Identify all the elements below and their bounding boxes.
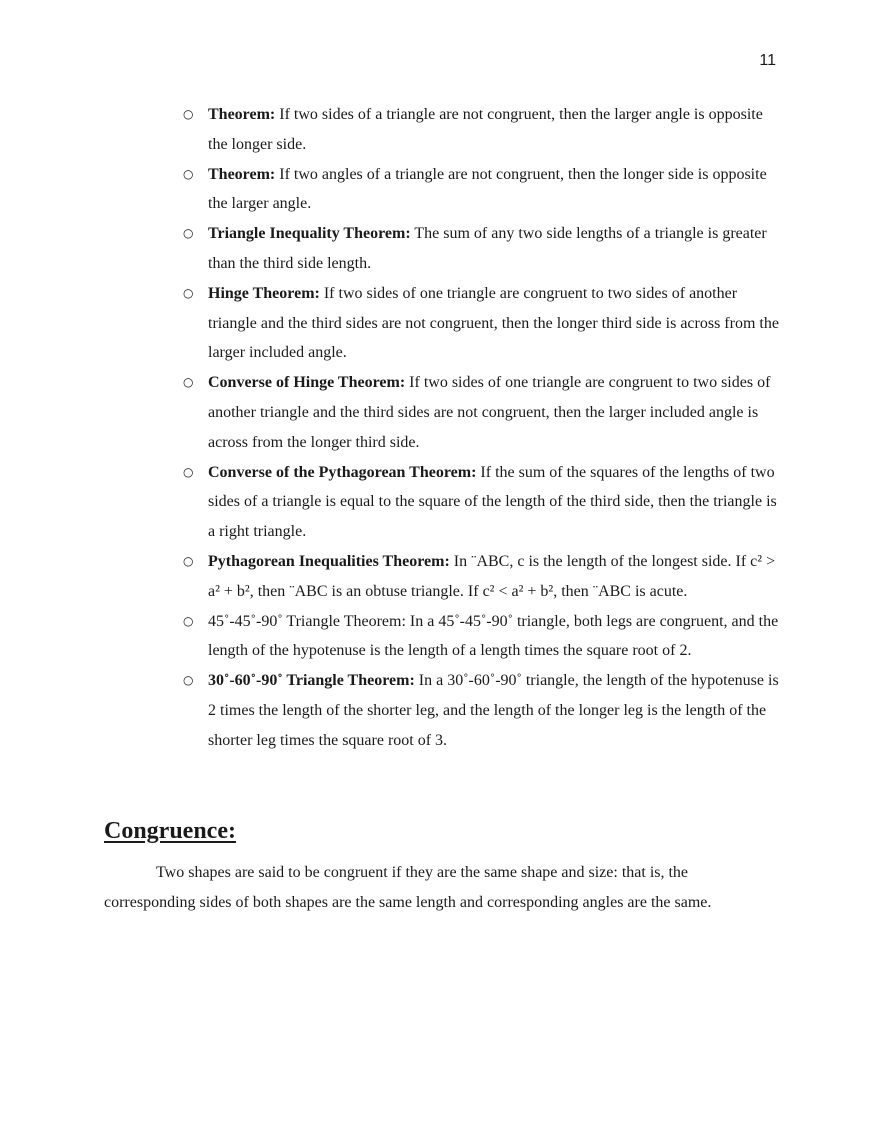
list-item: [183, 666, 783, 755]
theorem-text: The sum of any two side lengths of a triangle is greater than the third side length.: [208, 225, 767, 272]
theorem-text: If two angles of a triangle are not congruent, then the longer side is opposite the larger angle.: [208, 165, 767, 213]
hollow-circle-bullet-icon: ○: [183, 285, 194, 300]
theorem-term: 30˚-60˚-90˚ Triangle Theorem:: [208, 672, 415, 690]
theorem-text: In a 30˚-60˚-90˚ triangle, the length of the hypotenuse is 2 times the length of the shorter leg, and the length of the longer leg is the length of the shorter leg times the square root of 3.: [208, 672, 779, 749]
hollow-circle-bullet-icon: ○: [183, 464, 194, 479]
theorem-term: Theorem:: [208, 165, 276, 183]
hollow-circle-bullet-icon: ○: [183, 226, 194, 241]
theorem-list: [183, 100, 783, 756]
theorem-term: Theorem:: [208, 106, 276, 123]
theorem-term: Converse of the Pythagorean Theorem:: [208, 463, 477, 481]
section-paragraph: Two shapes are said to be congruent if they are the same shape and size: that is, the corresponding sides of both shapes are the same length and corresponding angles are the same.: [104, 864, 712, 911]
list-item: [183, 458, 783, 547]
hollow-circle-bullet-icon: ○: [183, 166, 194, 181]
hollow-circle-bullet-icon: ○: [183, 375, 194, 390]
list-item: [183, 607, 783, 667]
theorem-text: In ¨ABC, c is the length of the longest side. If c² > a² + b², then ¨ABC is an obtuse triangle. If c² < a² + b², then ¨ABC is acute.: [208, 552, 776, 600]
hollow-circle-bullet-icon: ○: [183, 107, 194, 121]
list-item: [183, 160, 783, 220]
section-heading: Congruence:: [104, 818, 236, 844]
list-item: [183, 547, 783, 607]
hollow-circle-bullet-icon: ○: [183, 613, 194, 628]
page-number: 11: [759, 52, 776, 69]
hollow-circle-bullet-icon: ○: [183, 673, 194, 688]
list-item: [183, 100, 783, 160]
list-item: [183, 368, 783, 457]
theorem-text: If two sides of one triangle are congruent to two sides of another triangle and the third sides are not congruent, then the larger included angle is across from the longer third side.: [208, 374, 771, 451]
list-item: [183, 219, 783, 279]
theorem-term: Triangle Inequality Theorem:: [208, 225, 411, 243]
theorem-text: 45˚-45˚-90˚ Triangle Theorem: In a 45˚-45˚-90˚ triangle, both legs are congruent, and the length of the hypotenuse is the length of a length times the square root of 2.: [208, 612, 779, 660]
theorem-text: If two sides of a triangle are not congruent, then the larger angle is opposite the longer side.: [208, 106, 763, 153]
theorem-term: Pythagorean Inequalities Theorem:: [208, 552, 450, 570]
hollow-circle-bullet-icon: ○: [183, 553, 194, 568]
theorem-text: If two sides of one triangle are congruent to two sides of another triangle and the third sides are not congruent, then the longer third side is across from the larger included angle.: [208, 284, 779, 362]
theorem-term: Converse of Hinge Theorem:: [208, 374, 406, 392]
list-item: [183, 279, 783, 368]
theorem-term: Hinge Theorem:: [208, 284, 320, 302]
theorem-text: If the sum of the squares of the lengths of two sides of a triangle is equal to the square of the length of the third side, then the triangle is a right triangle.: [208, 463, 777, 541]
